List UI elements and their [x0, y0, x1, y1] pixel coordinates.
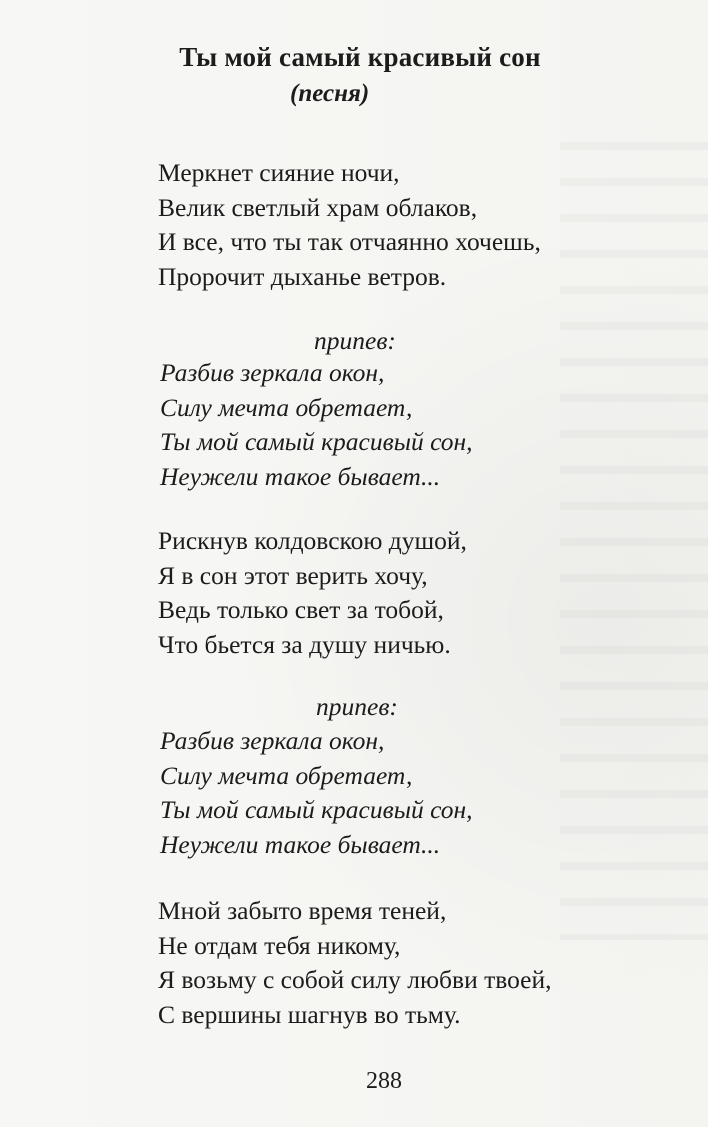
verse-line: С вершины шагнув во тьму. [158, 999, 461, 1029]
verse-line: Мной забыто время теней, [158, 896, 447, 925]
refrain-line: Разбив зеркала окон, [160, 358, 385, 387]
verse-3 [158, 894, 552, 1032]
refrain-line: Ты мой самый красивый сон, [160, 427, 473, 456]
song-title: Ты мой самый красивый сон [179, 42, 541, 72]
refrain-line: Силу мечта обретает, [160, 760, 413, 790]
verse-line: Ведь только свет за тобой, [158, 595, 444, 624]
refrain-line: Ты мой самый красивый сон, [160, 795, 473, 824]
verse-line: Что бьется за душу ничью. [158, 629, 451, 659]
refrain-line: Неужели такое бывает... [160, 461, 441, 491]
bleed-through-shadow [560, 120, 708, 940]
verse-line: Пророчит дыханье ветров. [158, 261, 447, 291]
song-subtitle: (песня) [290, 80, 370, 107]
refrain-1 [160, 356, 473, 494]
refrain-line: Неужели такое бывает... [160, 829, 441, 859]
verse-1 [158, 156, 541, 294]
refrain-2 [160, 724, 473, 862]
verse-line: Меркнет сияние ночи, [158, 158, 400, 187]
refrain-line: Разбив зеркала окон, [160, 726, 385, 755]
verse-line: Велик светлый храм облаков, [158, 192, 478, 222]
verse-line: Не отдам тебя никому, [158, 930, 401, 960]
refrain-label: припев: [314, 326, 396, 355]
verse-line: И все, что ты так отчаянно хочешь, [158, 227, 541, 256]
refrain-line: Силу мечта обретает, [160, 392, 413, 422]
verse-2 [158, 524, 467, 662]
verse-line: Рискнув колдовскою душой, [158, 526, 467, 555]
verse-line: Я возьму с собой силу любви твоей, [158, 965, 552, 994]
refrain-label: припев: [316, 692, 398, 721]
page-number: 288 [366, 1068, 402, 1094]
verse-line: Я в сон этот верить хочу, [158, 560, 428, 590]
